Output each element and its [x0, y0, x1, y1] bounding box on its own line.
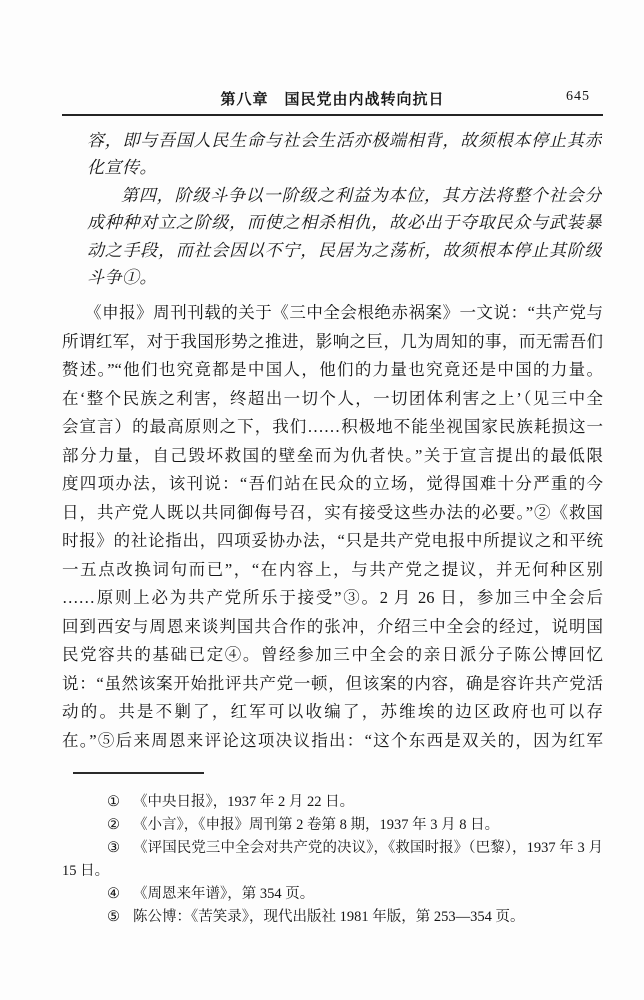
- running-head: 第八章 国民党由内战转向抗日: [220, 92, 445, 108]
- body-line: 民党容共的基础已定④。曾经参加三中全会的亲日派分子陈公博回忆: [62, 645, 603, 664]
- body-line: 说：“虽然该案开始批评共产党一顿，但该案的内容，确是容许共产党活: [62, 673, 603, 693]
- page-number: 645: [566, 89, 590, 104]
- quote-line: 动之手段，而社会因以不宁，民居为之荡析，故须根本停止其阶级: [87, 240, 602, 260]
- body-paragraph: [62, 299, 603, 755]
- body-line: 《申报》周刊刊载的关于《三中全会根绝赤祸案》一文说：“共产党与: [85, 303, 603, 322]
- quote-line: 化宣传。: [87, 158, 157, 178]
- footnote-separator: [73, 772, 204, 774]
- footnote-text: 15 日。: [62, 863, 110, 879]
- footnote-3: [62, 837, 603, 860]
- body-line: 部分力量，自己毁坏救国的壁垒而为仇者快。”关于宣言提出的最低限: [62, 445, 603, 465]
- footnote-text: 《周恩来年谱》，第 354 页。: [133, 886, 315, 902]
- body-line: 一五点改换词句而已”，“在内容上，与共产党之提议，并无何种区别: [62, 559, 603, 579]
- body-line: ……原则上必为共产党所乐于接受”③。2 月 26 日，参加三中全会后: [62, 588, 603, 607]
- body-line: 所谓红军，对于我国形势之推进，影响之巨，几为周知的事，而无需吾们: [62, 331, 603, 351]
- body-line: 时报》的社论指出，四项妥协办法，“只是共产党电报中所提议之和平统: [62, 531, 603, 550]
- footnote-5: [62, 906, 603, 929]
- body-line: 动的。共是不剿了，红军可以收编了，苏维埃的边区政府也可以存: [62, 702, 603, 721]
- body-line: 在‘整个民族之利害，终超出一切个人，一切团体利害之上’（见三中全: [62, 388, 603, 408]
- footnote-marker: ③: [107, 840, 120, 856]
- footnote-4: [62, 883, 603, 906]
- body-line: 会宣言）的最高原则之下，我们……积极地不能坐视国家民族耗损这一: [62, 417, 603, 436]
- footnote-1: [62, 791, 603, 814]
- footnote-2: [62, 814, 603, 837]
- footnote-text: 《小言》，《申报》周刊第 2 卷第 8 期，1937 年 3 月 8 日。: [133, 817, 500, 833]
- body-line: 日，共产党人既以共同御侮号召，实有接受这些办法的必要。”②《救国: [62, 502, 603, 522]
- header-rule: [62, 114, 603, 116]
- footnote-text: 《评国民党三中全会对共产党的决议》，《救国时报》（巴黎），1937 年 3 月: [133, 840, 603, 856]
- footnote-text: 《中央日报》，1937 年 2 月 22 日。: [133, 794, 355, 810]
- footnote-text: 陈公博：《苦笑录》，现代出版社 1981 年版，第 253—354 页。: [133, 909, 525, 925]
- quote-line: 容，即与吾国人民生命与社会生活亦极端相背，故须根本停止其赤: [87, 131, 602, 150]
- footnote-marker: ④: [107, 886, 120, 902]
- quotation-block: [87, 127, 602, 291]
- footnote-marker: ⑤: [107, 909, 120, 925]
- body-line: 度四项办法，该刊说：“吾们站在民众的立场，觉得国难十分严重的今: [62, 474, 603, 493]
- body-line: 在。”⑤后来周恩来评论这项决议指出：“这个东西是双关的，因为红军: [62, 730, 603, 750]
- quote-line: 斗争①。: [87, 268, 157, 288]
- footnotes: [62, 791, 603, 929]
- page-header: [62, 88, 603, 108]
- body-line: 回到西安与周恩来谈判国共合作的张冲，介绍三中全会的经过，说明国: [62, 616, 603, 636]
- quote-line: 成种种对立之阶级，而使之相杀相仇，故必出于夺取民众与武装暴: [87, 213, 602, 233]
- quote-line: 第四，阶级斗争以一阶级之利益为本位，其方法将整个社会分: [121, 185, 602, 205]
- body-line: 赘述。”“他们也究竟都是中国人，他们的力量也究竟还是中国的力量。: [62, 360, 603, 379]
- footnote-3-continuation: [62, 860, 603, 883]
- footnote-marker: ②: [107, 817, 120, 833]
- footnote-marker: ①: [107, 794, 120, 810]
